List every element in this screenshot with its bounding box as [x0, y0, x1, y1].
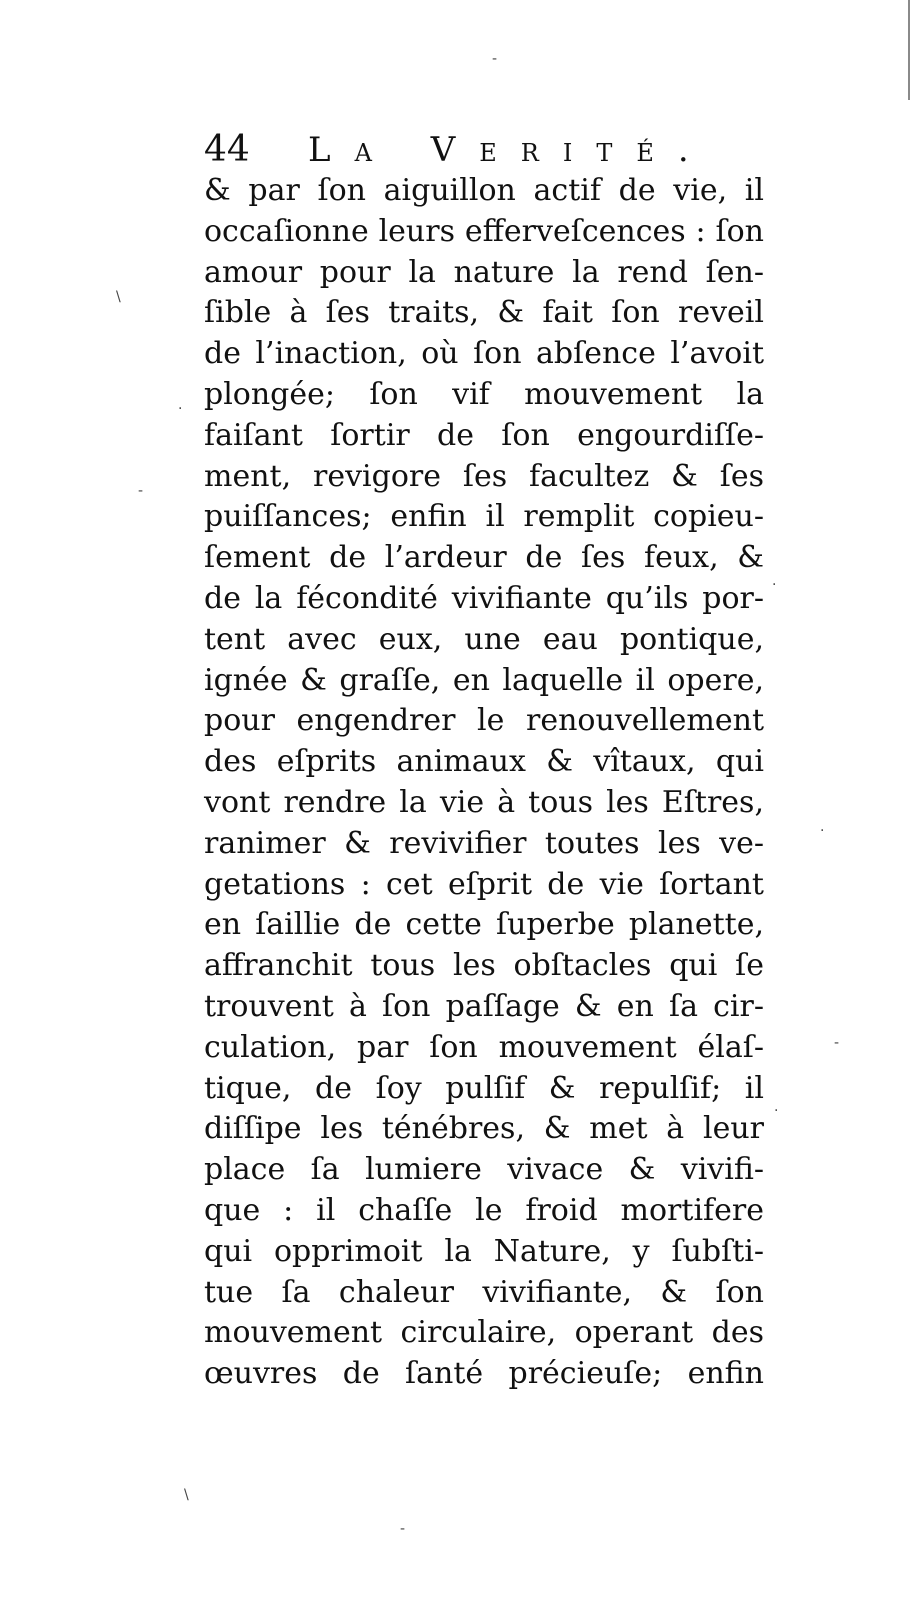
- ink-speck: -: [834, 1035, 840, 1051]
- text-line: ment, revigore ſes facultez & ſes: [204, 458, 764, 494]
- ink-speck: .: [774, 1099, 779, 1115]
- body-text: [204, 171, 764, 1395]
- text-line: & par ſon aiguillon actif de vie, il: [204, 173, 764, 208]
- text-line: diſſipe les ténébres, & met à leur: [204, 1111, 764, 1147]
- ink-speck: -: [492, 51, 498, 67]
- text-line: getations : cet eſprit de vie ſortant: [204, 866, 764, 902]
- text-line: trouvent à ſon paſſage & en ſa cir-: [204, 988, 764, 1024]
- ink-speck: .: [772, 573, 777, 589]
- text-line: affranchit tous les obſtacles qui ſe: [204, 948, 764, 984]
- ink-speck: \: [116, 289, 121, 305]
- text-line: amour pour la nature la rend ſen-: [204, 254, 764, 290]
- page-number: 44: [204, 129, 250, 170]
- text-line: ſement de l’ardeur de ſes feux, &: [204, 540, 764, 576]
- ink-speck: -: [138, 483, 144, 499]
- text-line: de l’inaction, où ſon abſence l’avoit: [204, 336, 764, 372]
- text-line: œuvres de ſanté précieuſe; enfin: [204, 1356, 764, 1392]
- text-line: puiſſances; enfin il remplit copieu-: [204, 499, 764, 535]
- ink-speck: -: [400, 1521, 406, 1537]
- page-edge-shadow: [908, 0, 910, 100]
- text-line: culation, par ſon mouvement élaſ-: [204, 1029, 764, 1065]
- text-line: faiſant ſortir de ſon engourdiſſe-: [204, 417, 764, 453]
- text-line: ranimer & revivifier toutes les ve-: [204, 825, 764, 861]
- text-line: occaſionne leurs efferveſcences : ſon: [204, 213, 764, 249]
- text-line: vont rendre la vie à tous les Eſtres,: [204, 784, 764, 820]
- text-line: pour engendrer le renouvellement: [204, 703, 764, 739]
- text-line: ignée & graſſe, en laquelle il opere,: [204, 662, 764, 698]
- text-line: place ſa lumiere vivace & vivifi-: [204, 1152, 764, 1188]
- text-line: mouvement circulaire, operant des: [204, 1315, 764, 1351]
- text-line: en ſaillie de cette ſuperbe planette,: [204, 907, 764, 943]
- ink-speck: \: [184, 1487, 189, 1503]
- text-line: des eſprits animaux & vîtaux, qui: [204, 744, 764, 780]
- text-line: que : il chaſſe le froid mortifere: [204, 1192, 764, 1228]
- text-line: tue ſa chaleur vivifiante, & ſon: [204, 1274, 764, 1310]
- text-line: tique, de ſoy pulſif & repulſif; il: [204, 1070, 764, 1106]
- text-line: plongée; ſon vif mouvement la: [204, 376, 764, 412]
- text-line: qui opprimoit la Nature, y ſubſti-: [204, 1233, 764, 1269]
- text-line: tent avec eux, une eau pontique,: [204, 621, 764, 657]
- running-header: [204, 126, 764, 170]
- running-title: La Verité.: [308, 130, 713, 170]
- ink-speck: .: [820, 819, 825, 835]
- text-line: ſible à ſes traits, & fait ſon reveil: [204, 295, 764, 331]
- text-line: de la fécondité vivifiante qu’ils por-: [204, 580, 764, 616]
- ink-speck: .: [178, 397, 183, 413]
